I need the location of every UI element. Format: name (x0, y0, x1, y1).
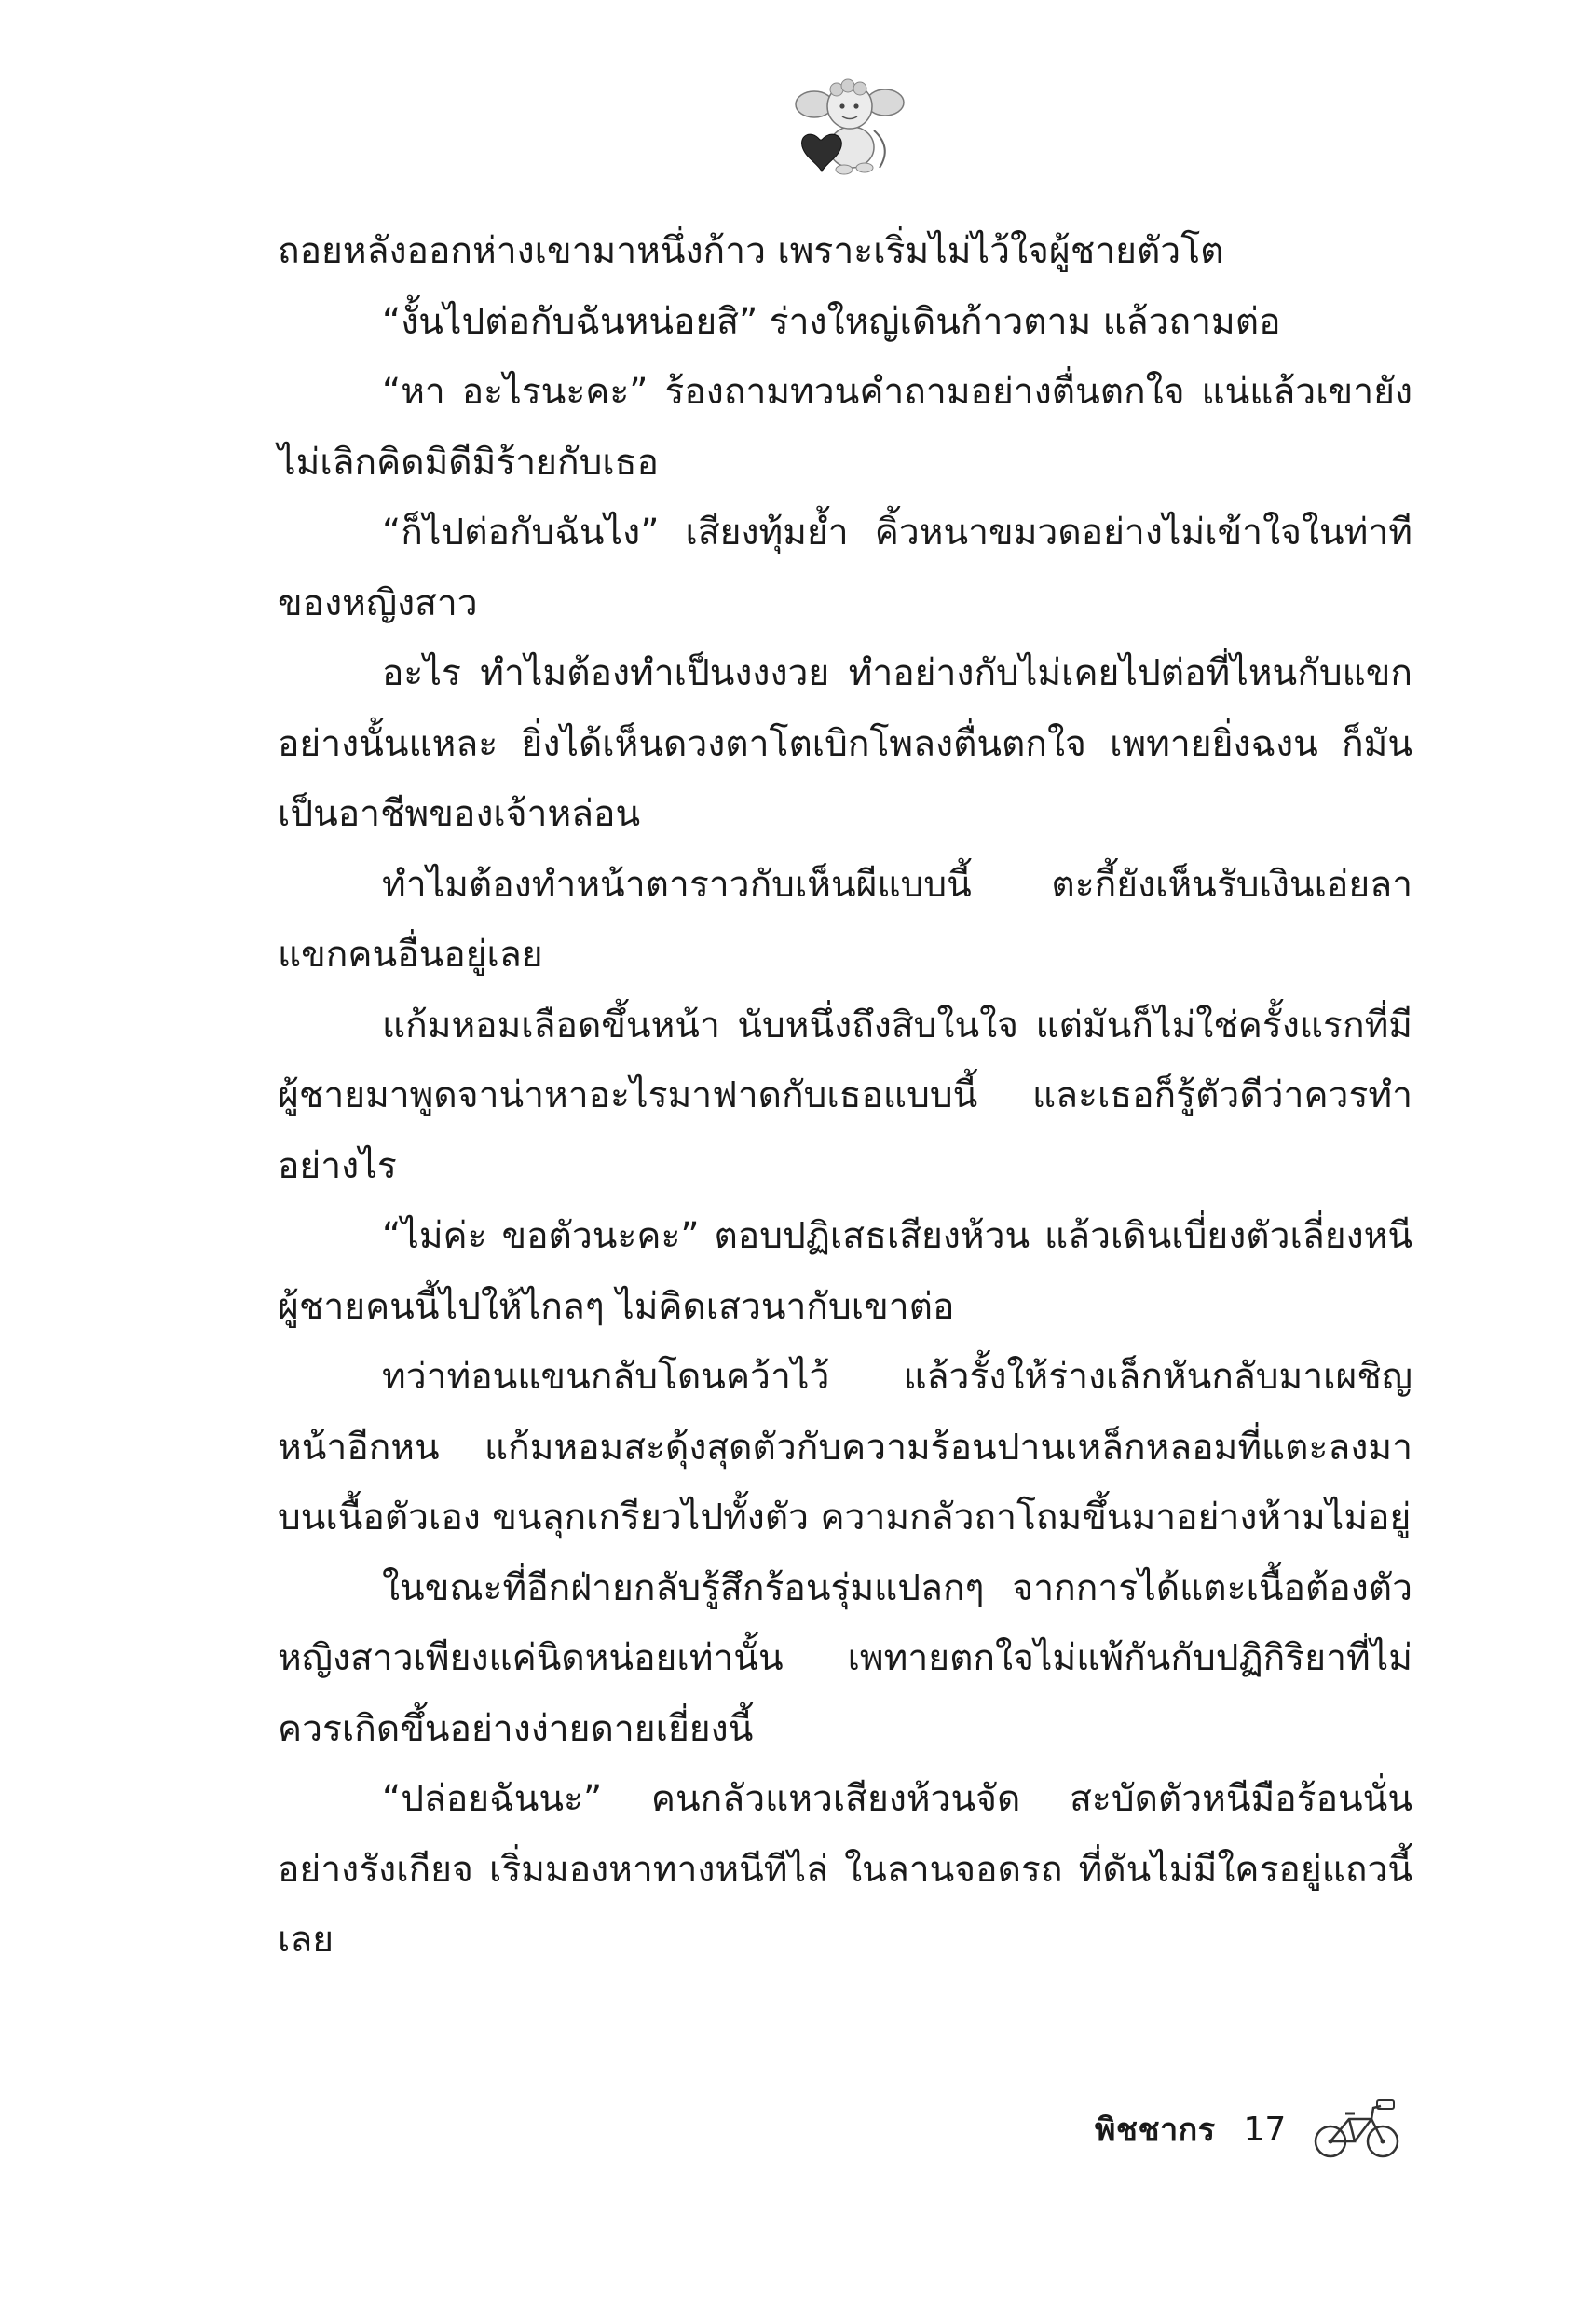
cupid-with-heart-icon (794, 75, 906, 179)
paragraph: อะไร ทำไมต้องทำเป็นงงงวย ทำอย่างกับไม่เคยไปต่อที่ไหนกับแขกอย่างนั้นแหละ ยิ่งได้เห็นดวงตาโตเบิกโพลงตื่นตกใจ เพทายยิ่งฉงน ก็มันเป็นอาชีพของเจ้าหล่อน (278, 652, 1412, 835)
paragraph: “ปล่อยฉันนะ” คนกลัวแหวเสียงห้วนจัด สะบัดตัวหนีมือร้อนนั่นอย่างรังเกียจ เริ่มมองหาทางหนีทีไล่ ในลานจอดรถ ที่ดันไม่มีใครอยู่แถวนี้เลย (278, 1778, 1412, 1961)
paragraph: “ไม่ค่ะ ขอตัวนะคะ” ตอบปฏิเสธเสียงห้วน แล้วเดินเบี่ยงตัวเลี่ยงหนีผู้ชายคนนี้ไปให้ไกลๆ ไม่คิดเสวนากับเขาต่อ (278, 1215, 1412, 1328)
page-footer (1095, 2083, 1430, 2176)
paragraph: แก้มหอมเลือดขึ้นหน้า นับหนึ่งถึงสิบในใจ แต่มันก็ไม่ใช่ครั้งแรกที่มีผู้ชายมาพูดจาน่าหาอะไรมาฟาดกับเธอแบบนี้ และเธอก็รู้ตัวดีว่าควรทำอย่างไร (278, 1004, 1412, 1187)
paragraph: “หา อะไรนะคะ” ร้องถามทวนคำถามอย่างตื่นตกใจ แน่แล้วเขายังไม่เลิกคิดมิดีมิร้ายกับเธอ (278, 371, 1412, 484)
paragraph: ทำไมต้องทำหน้าตาราวกับเห็นผีแบบนี้ ตะกี้ยังเห็นรับเงินเอ่ยลาแขกคนอื่นอยู่เลย (278, 863, 1412, 976)
paragraph: “งั้นไปต่อกับฉันหน่อยสิ” ร่างใหญ่เดินก้าวตาม แล้วถามต่อ (382, 300, 1281, 343)
paragraph: ในขณะที่อีกฝ่ายกลับรู้สึกร้อนรุ่มแปลกๆ จากการได้แตะเนื้อต้องตัวหญิงสาวเพียงแค่นิดหน่อยเท่านั้น เพทายตกใจไม่แพ้กันกับปฏิกิริยาที่ไม่ควรเกิดขึ้นอย่างง่ายดายเยี่ยงนี้ (278, 1566, 1412, 1750)
paragraph: “ก็ไปต่อกับฉันไง” เสียงทุ้มย้ำ คิ้วหนาขมวดอย่างไม่เข้าใจในท่าทีของหญิงสาว (278, 512, 1412, 624)
paragraph: ทว่าท่อนแขนกลับโดนคว้าไว้ แล้วรั้งให้ร่างเล็กหันกลับมาเผชิญหน้าอีกหน แก้มหอมสะดุ้งสุดตัวกับความร้อนปานเหล็กหลอมที่แตะลงมาบนเนื้อตัวเอง ขนลุกเกรียวไปทั้งตัว ความกลัวถาโถมขึ้นมาอย่างห้ามไม่อยู่ (278, 1356, 1412, 1538)
paragraph: ถอยหลังออกห่างเขามาหนึ่งก้าว เพราะเริ่มไม่ไว้ใจผู้ชายตัวโต (278, 230, 1224, 272)
story-text (278, 216, 1412, 1976)
author-name: พิชชากร (1095, 2112, 1216, 2149)
bicycle-icon (1312, 2097, 1401, 2162)
page-number: 17 (1243, 2110, 1287, 2149)
